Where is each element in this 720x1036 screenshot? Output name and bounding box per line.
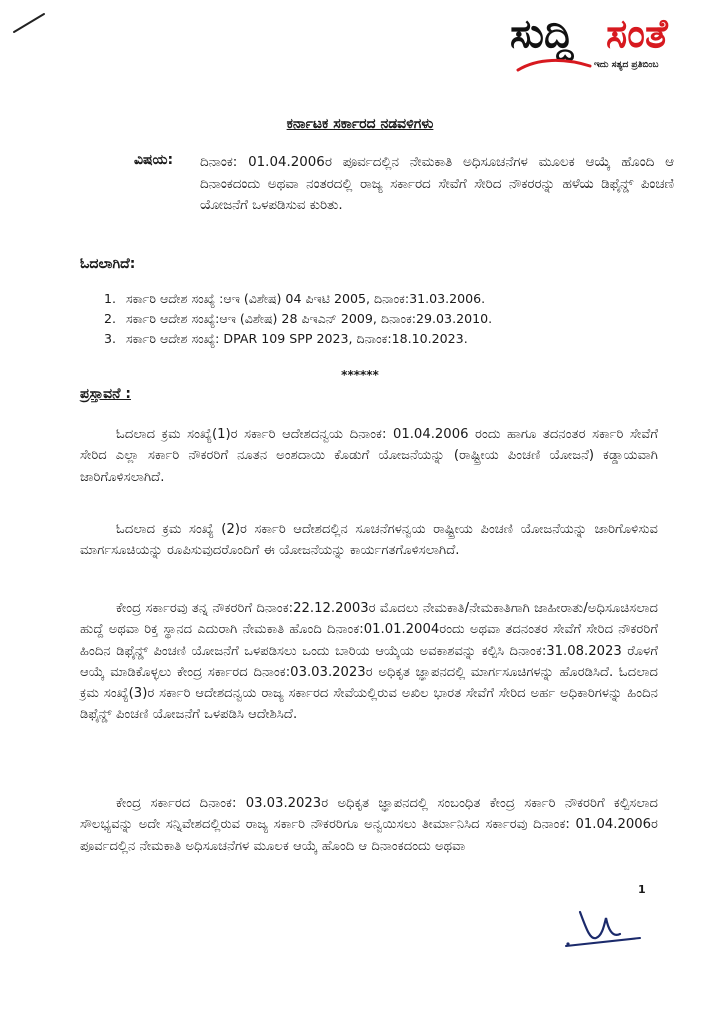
pen-stroke-mark bbox=[12, 10, 46, 34]
logo-swoosh-icon bbox=[514, 56, 594, 74]
subject-text: ದಿನಾಂಕ: 01.04.2006ರ ಪೂರ್ವದಲ್ಲಿನ ನೇಮಕಾತಿ ಅಧಿಸೂಚನೆಗಳ ಮೂಲಕ ಆಯ್ಕೆ ಹೊಂದಿ ಆ ದಿನಾಂಕದಂದು ಅಥವಾ ನಂತರದಲ್ಲಿ ರಾಜ್ಯ ಸರ್ಕಾರದ ಸೇವೆಗೆ ಸೇರಿದ ನೌಕರರನ್ನು ಹಳೆಯ ಡಿಫೈನ್ಡ್ ಪಿಂಚಣಿ ಯೋಜನೆಗೆ ಒಳಪಡಿಸುವ ಕುರಿತು. bbox=[200, 155, 674, 213]
references-heading: ಓದಲಾಗಿದೆ: bbox=[80, 256, 136, 272]
section-separator: ****** bbox=[341, 368, 379, 382]
body-paragraph: ಓದಲಾದ ಕ್ರಮ ಸಂಖ್ಯೆ (2)ರ ಸರ್ಕಾರಿ ಆದೇಶದಲ್ಲಿನ ಸೂಚನೆಗಳನ್ವಯ ರಾಷ್ಟ್ರೀಯ ಪಿಂಚಣಿ ಯೋಜನೆಯನ್ನು ಜಾರಿಗೊಳಿಸುವ ಮಾರ್ಗಸೂಚಿಯನ್ನು ರೂಪಿಸುವುದರೊಂದಿಗೆ ಈ ಯೋಜನೆಯನ್ನು ಕಾರ್ಯಗತಗೊಳಿಸಲಾಗಿದೆ. bbox=[80, 522, 658, 559]
reference-number: 2. bbox=[104, 311, 117, 326]
subject-label: ವಿಷಯ: bbox=[134, 152, 174, 168]
logo-word-sudhi: ಸುದ್ದಿ bbox=[510, 11, 574, 57]
handwritten-signature bbox=[560, 898, 650, 958]
sudhi-sante-logo bbox=[510, 10, 710, 80]
reference-item bbox=[104, 309, 492, 329]
logo-tagline: ಇದು ಸತ್ಯದ ಪ್ರತಿಬಿಂಬ bbox=[594, 60, 659, 70]
preamble-heading: ಪ್ರಸ್ತಾವನೆ : bbox=[80, 386, 131, 402]
body-paragraph: ಕೇಂದ್ರ ಸರ್ಕಾರದ ದಿನಾಂಕ: 03.03.2023ರ ಅಧಿಕೃತ ಜ್ಞಾಪನದಲ್ಲಿ ಸಂಬಂಧಿತ ಕೇಂದ್ರ ಸರ್ಕಾರಿ ನೌಕರರಿಗೆ ಕಲ್ಪಿಸಲಾದ ಸೌಲಭ್ಯವನ್ನು ಅದೇ ಸನ್ನಿವೇಶದಲ್ಲಿರುವ ರಾಜ್ಯ ಸರ್ಕಾರಿ ನೌಕರರಿಗೂ ಅನ್ವಯಿಸಲು ತೀರ್ಮಾನಿಸಿದ ಸರ್ಕಾರವು ದಿನಾಂಕ: 01.04.2006ರ ಪೂರ್ವದಲ್ಲಿನ ನೇಮಕಾತಿ ಅಧಿಸೂಚನೆಗಳ ಮೂಲಕ ಆಯ್ಕೆ ಹೊಂದಿ ಆ ದಿನಾಂಕದಂದು ಅಥವಾ bbox=[80, 796, 658, 854]
document-title: ಕರ್ನಾಟಕ ಸರ್ಕಾರದ ನಡವಳಿಗಳು bbox=[286, 116, 434, 132]
reference-number: 3. bbox=[104, 331, 117, 346]
body-paragraph: ಓದಲಾದ ಕ್ರಮ ಸಂಖ್ಯೆ(1)ರ ಸರ್ಕಾರಿ ಆದೇಶದನ್ವಯ ದಿನಾಂಕ: 01.04.2006 ರಂದು ಹಾಗೂ ತದನಂತರ ಸರ್ಕಾರಿ ಸೇವೆಗೆ ಸೇರಿದ ಎಲ್ಲಾ ಸರ್ಕಾರಿ ನೌಕರರಿಗೆ ನೂತನ ಅಂಶದಾಯಿ ಕೊಡುಗೆ ಯೋಜನೆಯನ್ನು (ರಾಷ್ಟ್ರೀಯ ಪಿಂಚಣಿ ಯೋಜನೆ) ಕಡ್ಡಾಯವಾಗಿ ಜಾರಿಗೊಳಿಸಲಾಗಿದೆ. bbox=[80, 427, 658, 485]
page-number: 1 bbox=[638, 883, 646, 896]
reference-number: 1. bbox=[104, 291, 117, 306]
references-list bbox=[104, 289, 492, 349]
reference-item bbox=[104, 289, 492, 309]
reference-text: ಸರ್ಕಾರಿ ಆದೇಶ ಸಂಖ್ಯೆ: DPAR 109 SPP 2023, ದಿನಾಂಕ:18.10.2023. bbox=[126, 331, 468, 346]
reference-text: ಸರ್ಕಾರಿ ಆದೇಶ ಸಂಖ್ಯೆ :ಆಇ (ವಿಶೇಷ) 04 ಪಿಇಟಿ 2005, ದಿನಾಂಕ:31.03.2006. bbox=[126, 291, 486, 306]
reference-item bbox=[104, 329, 492, 349]
reference-text: ಸರ್ಕಾರಿ ಆದೇಶ ಸಂಖ್ಯೆ:ಆಇ (ವಿಶೇಷ) 28 ಪಿಇಎನ್ 2009, ದಿನಾಂಕ:29.03.2010. bbox=[126, 311, 493, 326]
logo-word-sante: ಸಂತೆ bbox=[606, 11, 668, 57]
body-paragraph: ಕೇಂದ್ರ ಸರ್ಕಾರವು ತನ್ನ ನೌಕರರಿಗೆ ದಿನಾಂಕ:22.12.2003ರ ಮೊದಲು ನೇಮಕಾತಿ/ನೇಮಕಾತಿಗಾಗಿ ಜಾಹೀರಾತು/ಅಧಿಸೂಚಿಸಲಾದ ಹುದ್ದೆ ಅಥವಾ ರಿಕ್ತ ಸ್ಥಾನದ ಎದುರಾಗಿ ನೇಮಕಾತಿ ಹೊಂದಿ ದಿನಾಂಕ:01.01.2004ರಂದು ಅಥವಾ ತದನಂತರ ಸೇವೆಗೆ ಸೇರಿದ ನೌಕರರಿಗೆ ಹಿಂದಿನ ಡಿಫೈನ್ಡ್ ಪಿಂಚಣಿ ಯೋಜನೆಗೆ ಒಳಪಡಿಸಲು ಒಂದು ಬಾರಿಯ ಆಯ್ಕೆಯ ಅವಕಾಶವನ್ನು ಕಲ್ಪಿಸಿ ದಿನಾಂಕ:31.08.2023 ರೊಳಗೆ ಆಯ್ಕೆ ಮಾಡಿಕೊಳ್ಳಲು ಕೇಂದ್ರ ಸರ್ಕಾರದ ದಿನಾಂಕ:03.03.2023ರ ಅಧಿಕೃತ ಜ್ಞಾಪನದಲ್ಲಿ ಮಾರ್ಗಸೂಚಿಗಳನ್ನು ಹೊರಡಿಸಿದೆ. ಓದಲಾದ ಕ್ರಮ ಸಂಖ್ಯೆ(3)ರ ಸರ್ಕಾರಿ ಆದೇಶದನ್ವಯ ರಾಜ್ಯ ಸರ್ಕಾರದ ಸೇವೆಯಲ್ಲಿರುವ ಅಖಿಲ ಭಾರತ ಸೇವೆಗೆ ಸೇರಿದ ಅರ್ಹ ಅಧಿಕಾರಿಗಳನ್ನು ಹಿಂದಿನ ಡಿಫೈನ್ಡ್ ಪಿಂಚಣಿ ಯೋಜನೆಗೆ ಒಳಪಡಿಸಿ ಆದೇಶಿಸಿದೆ. bbox=[80, 601, 658, 723]
